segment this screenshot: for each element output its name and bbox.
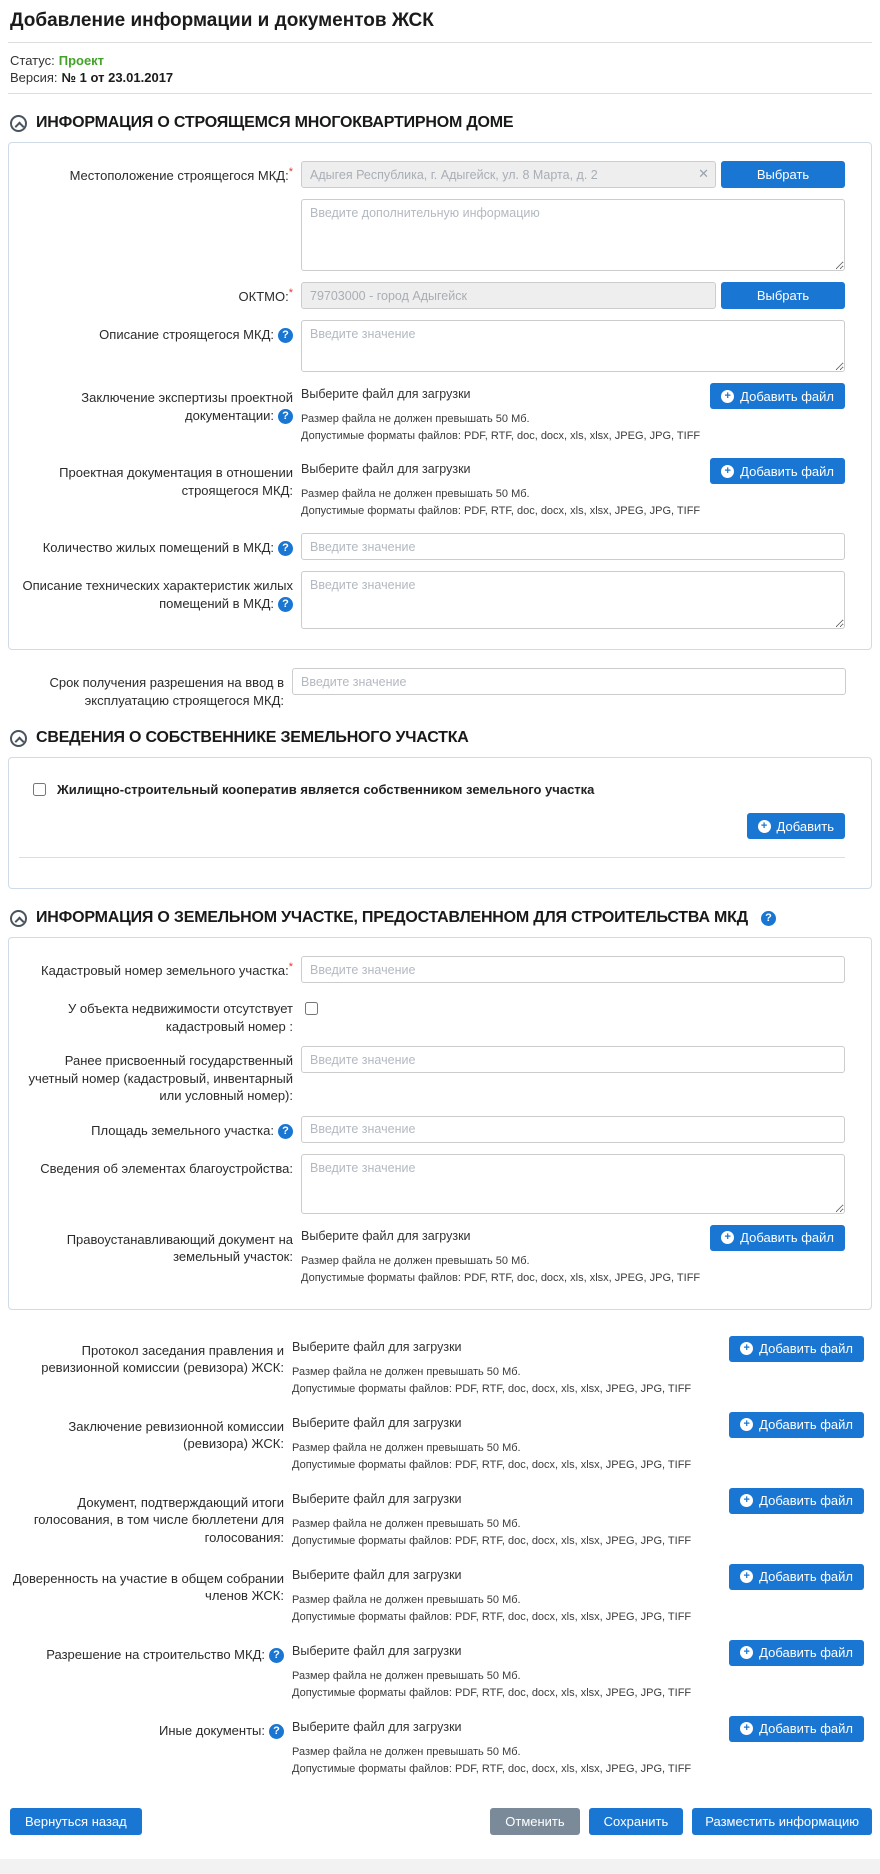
footer-strip [0, 1859, 880, 1874]
field-label [19, 199, 301, 205]
plus-icon: + [758, 820, 771, 833]
file-prompt: Выберите файл для загрузки [301, 462, 471, 476]
add-file-button[interactable]: + Добавить файл [729, 1412, 864, 1438]
file-prompt: Выберите файл для загрузки [292, 1415, 462, 1430]
section-title: СВЕДЕНИЯ О СОБСТВЕННИКЕ ЗЕМЕЛЬНОГО УЧАСТКА [36, 729, 469, 747]
field-row-location [19, 161, 845, 188]
field-row-description [19, 320, 845, 372]
field-row-area [19, 1116, 845, 1143]
file-prompt: Выберите файл для загрузки [292, 1719, 462, 1734]
add-file-button[interactable]: + Добавить файл [729, 1640, 864, 1666]
panel-owner [8, 757, 872, 889]
help-icon[interactable]: ? [269, 1724, 284, 1739]
plus-icon: + [721, 390, 734, 403]
version-label: Версия: [10, 70, 58, 85]
section-header-house [10, 114, 872, 132]
field-label: Сведения об элементах благоустройства: [40, 1160, 293, 1176]
add-owner-button[interactable]: + Добавить [747, 813, 845, 839]
footer-actions [10, 1808, 872, 1835]
field-row-additional-info [19, 199, 845, 271]
add-file-button[interactable]: + Добавить файл [729, 1716, 864, 1742]
previous-number-input[interactable] [301, 1046, 845, 1073]
file-formats-hint: Допустимые форматы файлов: PDF, RTF, doc, docx, xls, xlsx, JPEG, JPG, TIFF [301, 1271, 701, 1284]
status-label: Статус: [10, 53, 55, 68]
field-row-no-cadastral [19, 994, 845, 1035]
required-mark: * [288, 287, 293, 299]
file-size-hint: Размер файла не должен превышать 50 Мб. [292, 1517, 521, 1530]
field-label: Правоустанавливающий документ на земельный участок: [66, 1231, 293, 1265]
field-row-protocol-file [10, 1336, 864, 1400]
clear-icon[interactable]: ✕ [698, 166, 709, 181]
file-upload-info [292, 1488, 724, 1552]
choose-location-button[interactable]: Выбрать [721, 161, 845, 188]
field-row-title-doc-file [19, 1225, 845, 1289]
field-label: Местоположение строящегося МКД:* [69, 166, 293, 183]
version-value: № 1 от 23.01.2017 [61, 70, 174, 85]
section-title: ИНФОРМАЦИЯ О ЗЕМЕЛЬНОМ УЧАСТКЕ, ПРЕДОСТАВЛЕННОМ ДЛЯ СТРОИТЕЛЬСТВА МКД [36, 909, 748, 927]
file-formats-hint: Допустимые форматы файлов: PDF, RTF, doc, docx, xls, xlsx, JPEG, JPG, TIFF [292, 1610, 692, 1623]
field-label: Разрешение на строительство МКД: ? [10, 1640, 292, 1664]
file-prompt: Выберите файл для загрузки [292, 1567, 462, 1582]
help-icon[interactable]: ? [278, 597, 293, 612]
field-row-oktmo [19, 282, 845, 309]
file-upload-info [292, 1716, 724, 1780]
field-label: Доверенность на участие в общем собрании членов ЖСК: [12, 1570, 284, 1604]
file-size-hint: Размер файла не должен превышать 50 Мб. [292, 1365, 521, 1378]
document-meta [10, 53, 870, 85]
chevron-up-icon[interactable] [10, 115, 27, 132]
field-row-commissioning-term [10, 668, 846, 709]
field-row-other-docs-file [10, 1716, 864, 1780]
file-formats-hint: Допустимые форматы файлов: PDF, RTF, doc, docx, xls, xlsx, JPEG, JPG, TIFF [292, 1458, 692, 1471]
file-formats-hint: Допустимые форматы файлов: PDF, RTF, doc, docx, xls, xlsx, JPEG, JPG, TIFF [292, 1534, 692, 1547]
divider [19, 857, 845, 858]
field-label: Описание технических характеристик жилых помещений в МКД: ? [22, 578, 293, 611]
owner-checkbox-row [19, 776, 845, 799]
commissioning-term-input[interactable] [292, 668, 846, 695]
field-label: Кадастровый номер земельного участка:* [41, 961, 293, 979]
add-file-button[interactable]: + Добавить файл [710, 1225, 845, 1251]
file-formats-hint: Допустимые форматы файлов: PDF, RTF, doc, docx, xls, xlsx, JPEG, JPG, TIFF [301, 430, 701, 442]
field-row-apartments-desc [19, 571, 845, 629]
field-label: У объекта недвижимости отсутствует кадастровый номер : [67, 1001, 293, 1034]
page-title: Добавление информации и документов ЖСК [10, 10, 434, 31]
divider [8, 93, 872, 94]
oktmo-input[interactable] [301, 282, 716, 309]
section-header-owner [10, 729, 872, 747]
plus-icon: + [740, 1342, 753, 1355]
field-row-improvement [19, 1154, 845, 1214]
field-label: Срок получения разрешения на ввод в эксплуатацию строящегося МКД: [49, 675, 284, 708]
field-label: Заключение ревизионной комиссии (ревизора) ЖСК: [68, 1418, 284, 1452]
chevron-up-icon[interactable] [10, 730, 27, 747]
file-upload-info [292, 1412, 724, 1476]
file-upload-info [292, 1564, 724, 1628]
plus-icon: + [721, 1231, 734, 1244]
additional-info-textarea[interactable] [301, 199, 845, 271]
help-icon[interactable]: ? [761, 911, 776, 926]
file-size-hint: Размер файла не должен превышать 50 Мб. [292, 1669, 521, 1682]
file-size-hint: Размер файла не должен превышать 50 Мб. [301, 413, 530, 425]
improvement-textarea[interactable] [301, 1154, 845, 1214]
help-icon[interactable]: ? [269, 1648, 284, 1663]
plus-icon: + [740, 1570, 753, 1583]
help-icon[interactable]: ? [278, 409, 293, 424]
file-size-hint: Размер файла не должен превышать 50 Мб. [301, 1254, 530, 1267]
add-file-button[interactable]: + Добавить файл [729, 1488, 864, 1514]
file-prompt: Выберите файл для загрузки [292, 1643, 462, 1658]
help-icon[interactable]: ? [278, 328, 293, 343]
panel-house [8, 142, 872, 650]
no-cadastral-checkbox[interactable] [305, 1002, 318, 1015]
field-label: Иные документы: ? [10, 1716, 292, 1740]
file-upload-info [301, 1225, 705, 1289]
field-row-project-docs-file [19, 458, 845, 522]
field-row-previous-number [19, 1046, 845, 1105]
status-badge: Проект [58, 53, 105, 68]
file-size-hint: Размер файла не должен превышать 50 Мб. [301, 488, 530, 500]
panel-land [8, 937, 872, 1310]
apartments-count-input[interactable] [301, 533, 845, 560]
area-input[interactable] [301, 1116, 845, 1143]
publish-button[interactable]: Разместить информацию [692, 1808, 872, 1835]
field-row-expertise-file [19, 383, 845, 447]
plus-icon: + [740, 1722, 753, 1735]
file-upload-info [292, 1336, 724, 1400]
file-size-hint: Размер файла не должен превышать 50 Мб. [292, 1441, 521, 1454]
help-icon[interactable]: ? [278, 1124, 293, 1139]
status-line [10, 53, 870, 68]
file-size-hint: Размер файла не должен превышать 50 Мб. [292, 1593, 521, 1606]
field-label: Документ, подтверждающий итоги голосования, в том числе бюллетени для голосования: [33, 1494, 284, 1545]
plus-icon: + [740, 1418, 753, 1431]
save-button[interactable]: Сохранить [589, 1808, 684, 1835]
required-mark: * [288, 961, 293, 974]
plus-icon: + [740, 1494, 753, 1507]
file-formats-hint: Допустимые форматы файлов: PDF, RTF, doc, docx, xls, xlsx, JPEG, JPG, TIFF [301, 505, 701, 517]
apartments-desc-textarea[interactable] [301, 571, 845, 629]
add-file-button[interactable]: + Добавить файл [729, 1336, 864, 1362]
field-label: Количество жилых помещений в МКД: ? [19, 533, 301, 557]
file-size-hint: Размер файла не должен превышать 50 Мб. [292, 1745, 521, 1758]
section-title: ИНФОРМАЦИЯ О СТРОЯЩЕМСЯ МНОГОКВАРТИРНОМ ДОМЕ [36, 114, 514, 131]
file-upload-info [301, 458, 705, 522]
plus-icon: + [721, 465, 734, 478]
field-label: Описание строящегося МКД: ? [19, 320, 301, 344]
field-label: Проектная документация в отношении строящегося МКД: [59, 465, 293, 498]
add-file-button[interactable]: + Добавить файл [710, 458, 845, 484]
file-upload-info [301, 383, 705, 447]
file-upload-info [292, 1640, 724, 1704]
chevron-up-icon[interactable] [10, 910, 27, 927]
add-file-button[interactable]: + Добавить файл [710, 383, 845, 409]
owner-checkbox[interactable] [33, 783, 46, 796]
location-input[interactable] [301, 161, 716, 188]
field-row-building-permit-file [10, 1640, 864, 1704]
version-line [10, 70, 870, 85]
required-mark: * [288, 166, 293, 178]
field-row-proxy-file [10, 1564, 864, 1628]
field-label: Заключение экспертизы проектной документации: ? [81, 390, 293, 423]
cadastral-number-input[interactable] [301, 956, 845, 983]
field-label: Площадь земельного участка: ? [19, 1116, 301, 1140]
file-formats-hint: Допустимые форматы файлов: PDF, RTF, doc, docx, xls, xlsx, JPEG, JPG, TIFF [292, 1686, 692, 1699]
plus-icon: + [740, 1646, 753, 1659]
field-label: Протокол заседания правления и ревизионной комиссии (ревизора) ЖСК: [41, 1342, 284, 1376]
file-prompt: Выберите файл для загрузки [292, 1491, 462, 1506]
cancel-button[interactable]: Отменить [490, 1808, 579, 1835]
file-prompt: Выберите файл для загрузки [301, 387, 471, 401]
field-label: Ранее присвоенный государственный учетный номер (кадастровый, инвентарный или условный номер): [28, 1053, 293, 1104]
owner-checkbox-label: Жилищно-строительный кооператив является собственником земельного участка [57, 782, 595, 798]
field-row-audit-conclusion-file [10, 1412, 864, 1476]
choose-oktmo-button[interactable]: Выбрать [721, 282, 845, 309]
field-row-apartments-count [19, 533, 845, 560]
description-textarea[interactable] [301, 320, 845, 372]
field-label: ОКТМО:* [238, 287, 293, 304]
field-row-voting-doc-file [10, 1488, 864, 1552]
back-button[interactable]: Вернуться назад [10, 1808, 142, 1835]
divider [8, 42, 872, 43]
help-icon[interactable]: ? [278, 541, 293, 556]
file-prompt: Выберите файл для загрузки [301, 1228, 471, 1243]
add-file-button[interactable]: + Добавить файл [729, 1564, 864, 1590]
section-header-land [10, 909, 872, 927]
field-row-cadastral-number [19, 956, 845, 983]
file-prompt: Выберите файл для загрузки [292, 1339, 462, 1354]
file-formats-hint: Допустимые форматы файлов: PDF, RTF, doc, docx, xls, xlsx, JPEG, JPG, TIFF [292, 1762, 692, 1775]
file-formats-hint: Допустимые форматы файлов: PDF, RTF, doc, docx, xls, xlsx, JPEG, JPG, TIFF [292, 1382, 692, 1395]
